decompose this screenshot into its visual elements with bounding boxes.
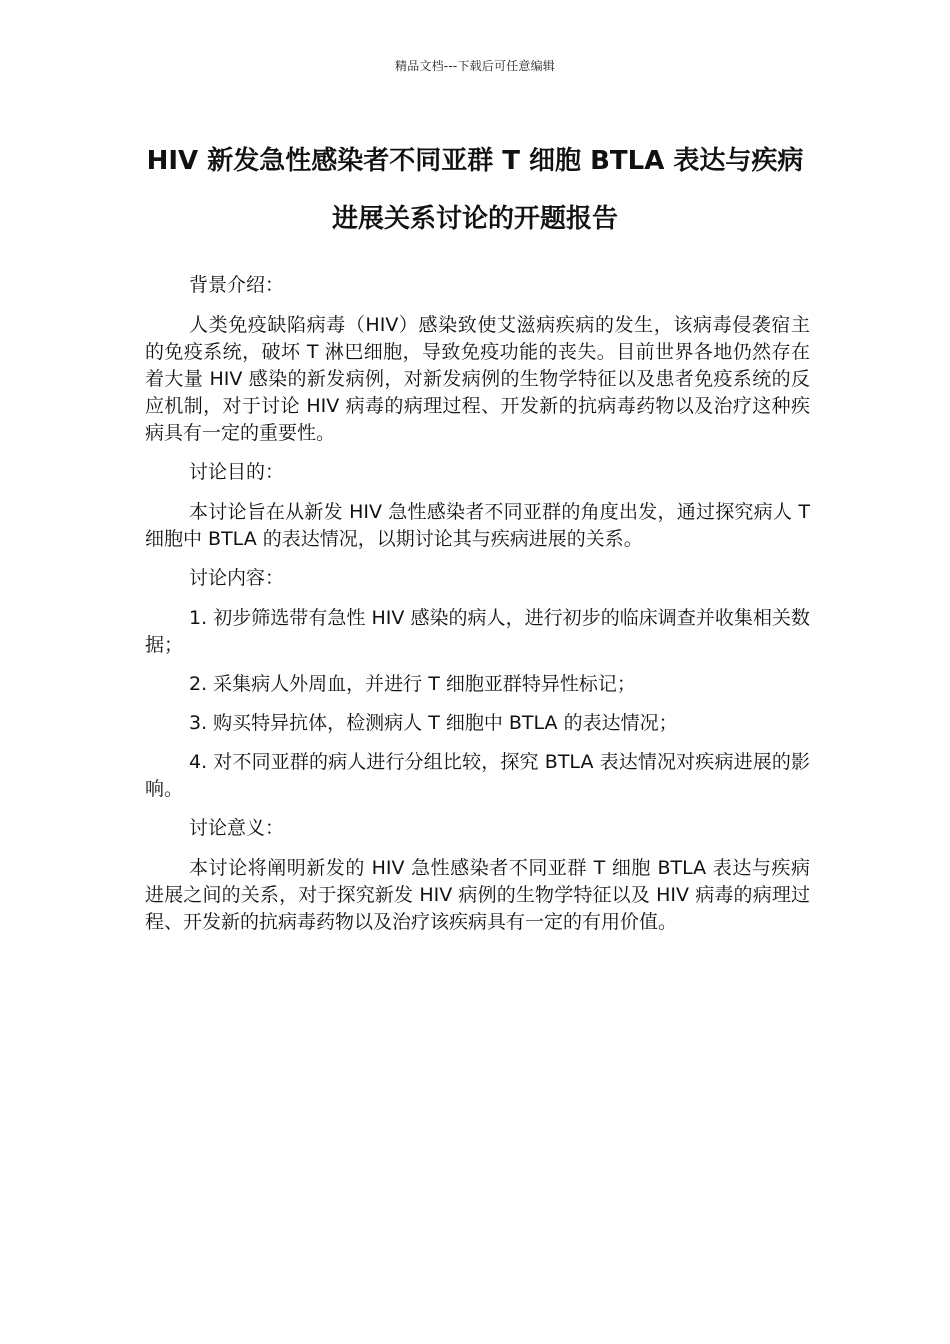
document-title: HIV 新发急性感染者不同亚群 T 细胞 BTLA 表达与疾病进展关系讨论的开题报告 (146, 146, 804, 234)
content-item-4: 4. 对不同亚群的病人进行分组比较，探究 BTLA 表达情况对疾病进展的影响。 (145, 751, 810, 800)
section-heading-background: 背景介绍： (189, 274, 285, 296)
paragraph-purpose: 本讨论旨在从新发 HIV 急性感染者不同亚群的角度出发，通过探究病人 T 细胞中 BTLA 的表达情况，以期讨论其与疾病进展的关系。 (145, 501, 810, 550)
content-item-2: 2. 采集病人外周血，并进行 T 细胞亚群特异性标记； (189, 673, 636, 695)
content-item-3: 3. 购买特异抗体，检测病人 T 细胞中 BTLA 的表达情况； (189, 712, 678, 734)
section-heading-content: 讨论内容： (189, 567, 285, 589)
paragraph-background: 人类免疫缺陷病毒（HIV）感染致使艾滋病疾病的发生，该病毒侵袭宿主的免疫系统，破坏 T 淋巴细胞，导致免疫功能的丧失。目前世界各地仍然存在着大量 HIV 感染的新发病例，对新发病例的生物学特征以及患者免疫系统的反应机制，对于讨论 HIV 病毒的病理过程、开发新的抗病毒药物以及治疗这种疾病具有一定的重要性。 (145, 314, 810, 444)
document-body (145, 272, 810, 948)
section-heading-purpose: 讨论目的： (189, 461, 285, 483)
content-item-1: 1. 初步筛选带有急性 HIV 感染的病人，进行初步的临床调查并收集相关数据； (145, 607, 810, 656)
section-heading-significance: 讨论意义： (189, 817, 285, 839)
paragraph-significance: 本讨论将阐明新发的 HIV 急性感染者不同亚群 T 细胞 BTLA 表达与疾病进展之间的关系，对于探究新发 HIV 病例的生物学特征以及 HIV 病毒的病理过程、开发新的抗病毒药物以及治疗该疾病具有一定的有用价值。 (145, 857, 810, 933)
page-header-note: 精品文档---下载后可任意编辑 (395, 59, 555, 73)
